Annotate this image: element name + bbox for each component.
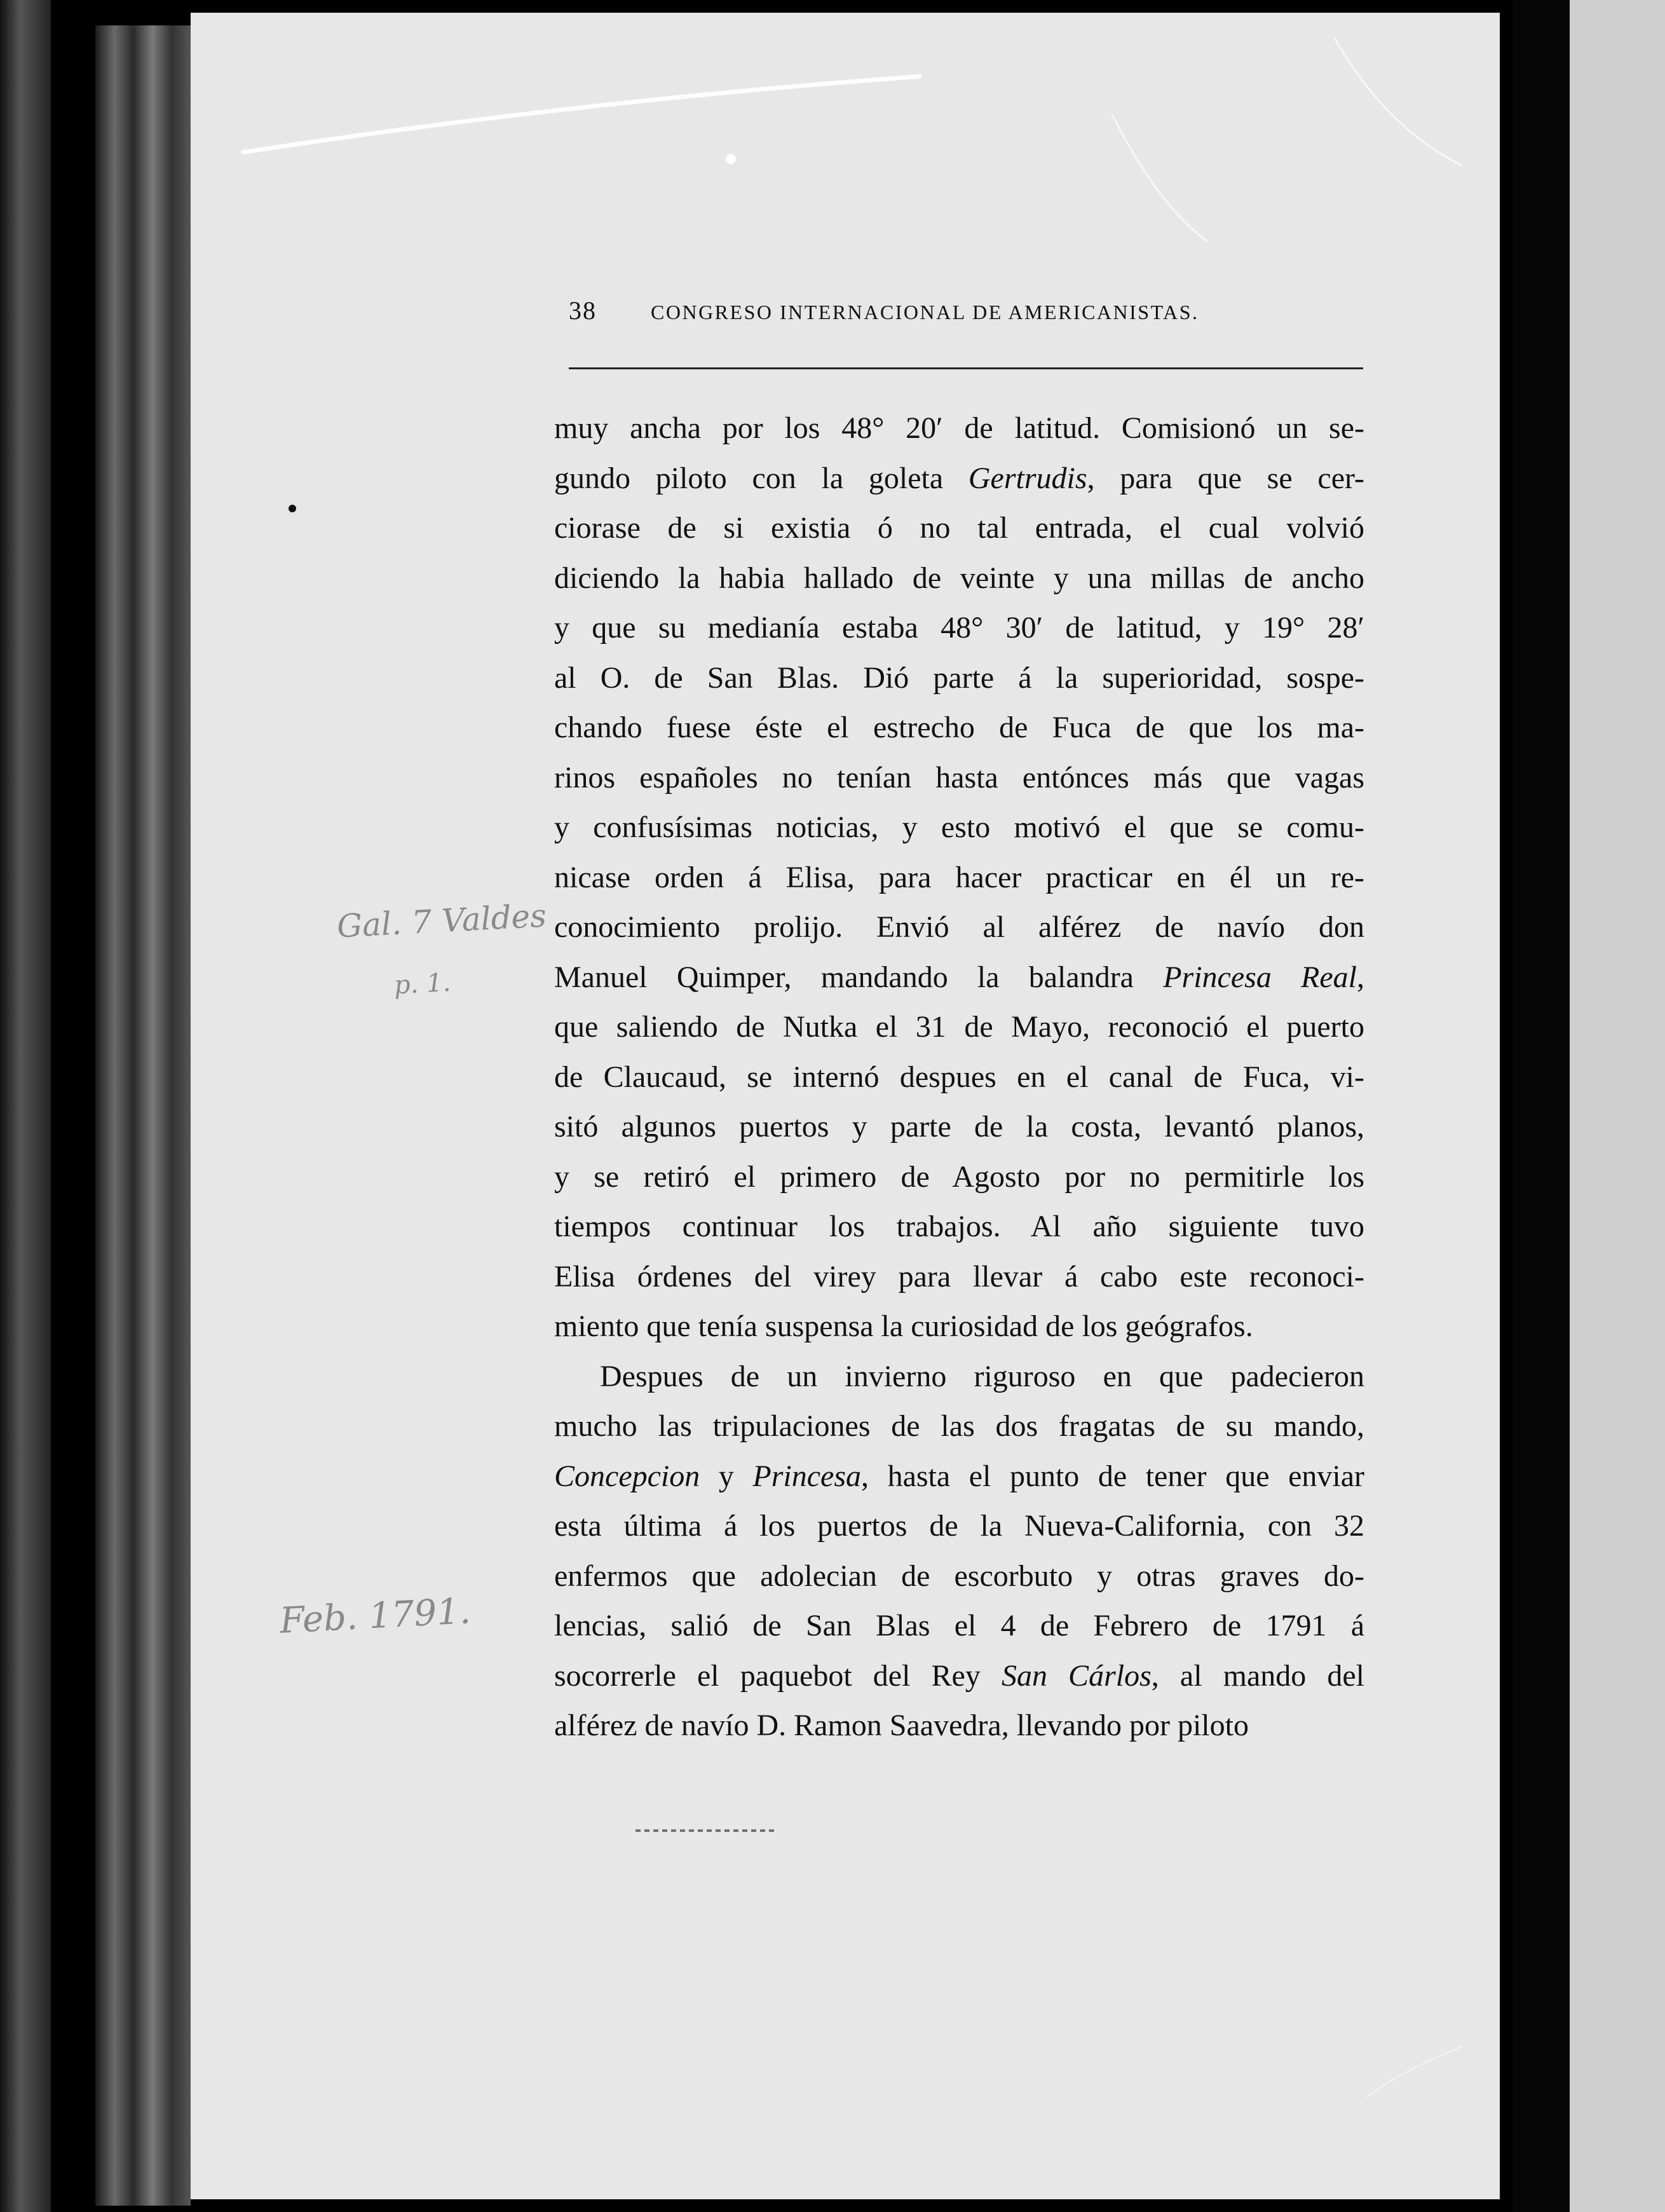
- book-spine: [95, 25, 191, 2206]
- text-line: lencias, salió de San Blas el 4 de Febrero de 1791 á: [554, 1609, 1364, 1642]
- text-line: y confusísimas noticias, y esto motivó el que se comu-: [554, 810, 1364, 844]
- italic-term: Gertrudis: [968, 461, 1087, 495]
- text-line: diciendo la habia hallado de veinte y una millas de ancho: [554, 561, 1364, 595]
- text-line: socorrerle el paquebot del Rey San Cárlos, al mando del: [554, 1658, 1365, 1693]
- text-line: sitó algunos puertos y parte de la costa, levantó planos,: [554, 1110, 1364, 1144]
- facing-page-edge: [1570, 0, 1665, 2212]
- margin-note: Gal. 7 Valdes: [336, 897, 548, 945]
- running-title: CONGRESO INTERNACIONAL DE AMERICANISTAS.: [651, 301, 1199, 324]
- italic-term: Princesa: [752, 1459, 862, 1493]
- text-line: nicase orden á Elisa, para hacer practicar en él un re-: [554, 860, 1364, 894]
- text-line: mucho las tripulaciones de las dos fragatas de su mando,: [554, 1409, 1364, 1443]
- text-line: rinos españoles no tenían hasta entónces más que vagas: [554, 760, 1364, 795]
- text-line: esta última á los puertos de la Nueva-California, con 32: [554, 1509, 1364, 1543]
- text-line: tiempos continuar los trabajos. Al año siguiente tuvo: [554, 1210, 1364, 1243]
- text-line: muy ancha por los 48° 20′ de latitud. Comisionó un se-: [554, 411, 1364, 445]
- text-line: gundo piloto con la goleta Gertrudis, para que se cer-: [554, 461, 1365, 495]
- running-head: [569, 296, 1363, 325]
- text-line: miento que tenía suspensa la curiosidad de los geógrafos.: [554, 1309, 1253, 1343]
- scan-left-edge: [0, 0, 51, 2212]
- header-rule: [569, 367, 1363, 369]
- text-line: conocimiento prolijo. Envió al alférez de navío don: [554, 910, 1364, 944]
- scan-right-gutter: [1512, 0, 1570, 2212]
- text-line: y que su medianía estaba 48° 30′ de latitud, y 19° 28′: [554, 611, 1364, 645]
- text-line: alférez de navío D. Ramon Saavedra, llevando por piloto: [554, 1709, 1249, 1742]
- text-line: que saliendo de Nutka el 31 de Mayo, reconoció el puerto: [554, 1010, 1364, 1044]
- margin-note: p. 1.: [393, 967, 452, 1000]
- text-line: Concepcion y Princesa, hasta el punto de tener que enviar: [554, 1459, 1364, 1493]
- text-line: de Claucaud, se internó despues en el canal de Fuca, vi-: [554, 1060, 1364, 1094]
- page-number: 38: [569, 296, 597, 325]
- italic-term: Concepcion: [554, 1459, 700, 1493]
- text-line: al O. de San Blas. Dió parte á la superioridad, sospe-: [554, 660, 1364, 695]
- text-line: ciorase de si existia ó no tal entrada, el cual volvió: [554, 511, 1364, 545]
- text-line: enfermos que adolecian de escorbuto y otras graves do-: [554, 1559, 1364, 1593]
- text-line: Elisa órdenes del virey para llevar á cabo este reconoci-: [554, 1259, 1364, 1294]
- margin-note: Feb. 1791.: [278, 1590, 472, 1642]
- text-line: y se retiró el primero de Agosto por no permitirle los: [554, 1159, 1364, 1194]
- text-line: chando fuese éste el estrecho de Fuca de que los ma-: [554, 711, 1364, 744]
- italic-term: San Cárlos: [1001, 1658, 1152, 1693]
- text-line: Manuel Quimper, mandando la balandra Princesa Real,: [554, 960, 1364, 994]
- body-text: [554, 404, 1364, 1751]
- text-line: Despues de un invierno riguroso en que padecieron: [600, 1359, 1364, 1393]
- italic-term: Princesa Real: [1163, 960, 1357, 994]
